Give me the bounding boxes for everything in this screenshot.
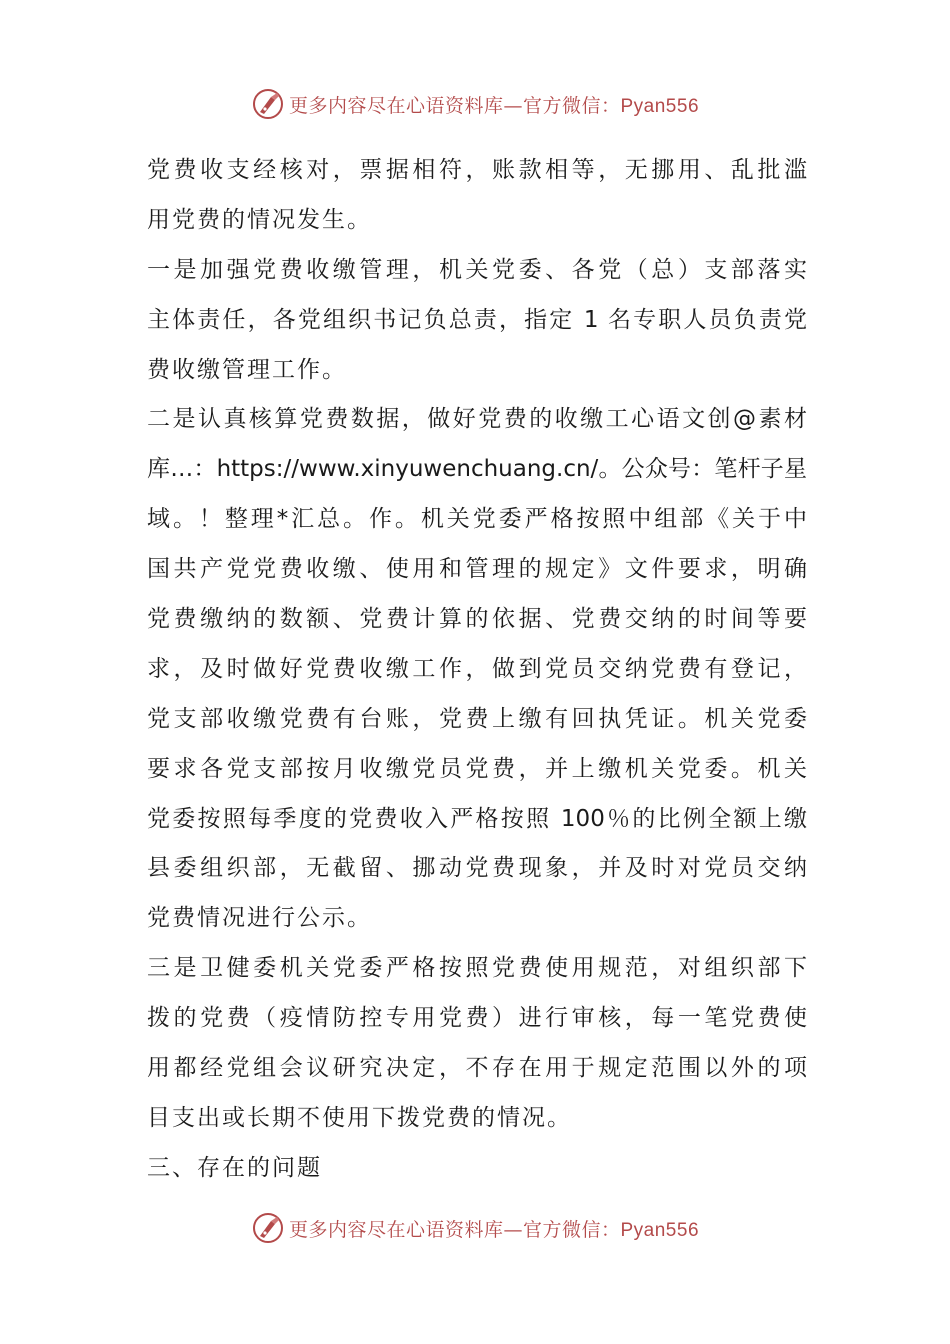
- pen-nib-circle-icon: [251, 87, 285, 121]
- text-line: 主体责任，各党组织书记负总责，指定 1 名专职人员负责党: [147, 306, 807, 333]
- text-line: 党委按照每季度的党费收入严格按照 100％的比例全额上缴: [147, 805, 807, 832]
- text-line: 用党费的情况发生。: [147, 206, 372, 233]
- text-line: 求，及时做好党费收缴工作，做到党员交纳党费有登记，: [147, 655, 807, 682]
- banner-text: 更多内容尽在心语资料库—官方微信：Pyan556: [288, 1218, 700, 1241]
- text-line: 库…：https://www.xinyuwenchuang.cn/。公众号：笔杆子星: [147, 456, 807, 483]
- document-body: [147, 146, 807, 1194]
- header-banner: [0, 84, 950, 124]
- text-line: 党支部收缴党费有台账，党费上缴有回执凭证。机关党委: [147, 705, 807, 732]
- text-line: 用都经党组会议研究决定，不存在用于规定范围以外的项: [147, 1055, 807, 1082]
- text-line: 国共产党党费收缴、使用和管理的规定》文件要求，明确: [147, 556, 807, 583]
- text-line: 二是认真核算党费数据，做好党费的收缴工心语文创@素材: [147, 406, 807, 433]
- banner-handle: Pyan556: [620, 1219, 700, 1241]
- text-line: 域。！整理*汇总。作。机关党委严格按照中组部《关于中: [147, 506, 807, 533]
- text-line: 一是加强党费收缴管理，机关党委、各党（总）支部落实: [147, 256, 807, 283]
- text-line: 目支出或长期不使用下拨党费的情况。: [147, 1104, 572, 1131]
- pen-nib-circle-icon: [251, 1211, 285, 1245]
- text-line: 要求各党支部按月收缴党员党费，并上缴机关党委。机关: [147, 755, 807, 782]
- text-line: 县委组织部，无截留、挪动党费现象，并及时对党员交纳: [147, 855, 807, 882]
- text-line: 拨的党费（疫情防控专用党费）进行审核，每一笔党费使: [147, 1005, 807, 1032]
- banner-text: 更多内容尽在心语资料库—官方微信：Pyan556: [288, 94, 700, 117]
- text-line: 三是卫健委机关党委严格按照党费使用规范，对组织部下: [147, 955, 807, 982]
- text-line: 三、存在的问题: [147, 1154, 322, 1181]
- text-line: 党费缴纳的数额、党费计算的依据、党费交纳的时间等要: [147, 606, 807, 633]
- text-line: 党费情况进行公示。: [147, 905, 372, 932]
- footer-banner: [0, 1208, 950, 1248]
- text-line: 党费收支经核对，票据相符，账款相等，无挪用、乱批滥: [147, 157, 807, 183]
- banner-handle: Pyan556: [620, 95, 700, 117]
- text-line: 费收缴管理工作。: [147, 356, 347, 383]
